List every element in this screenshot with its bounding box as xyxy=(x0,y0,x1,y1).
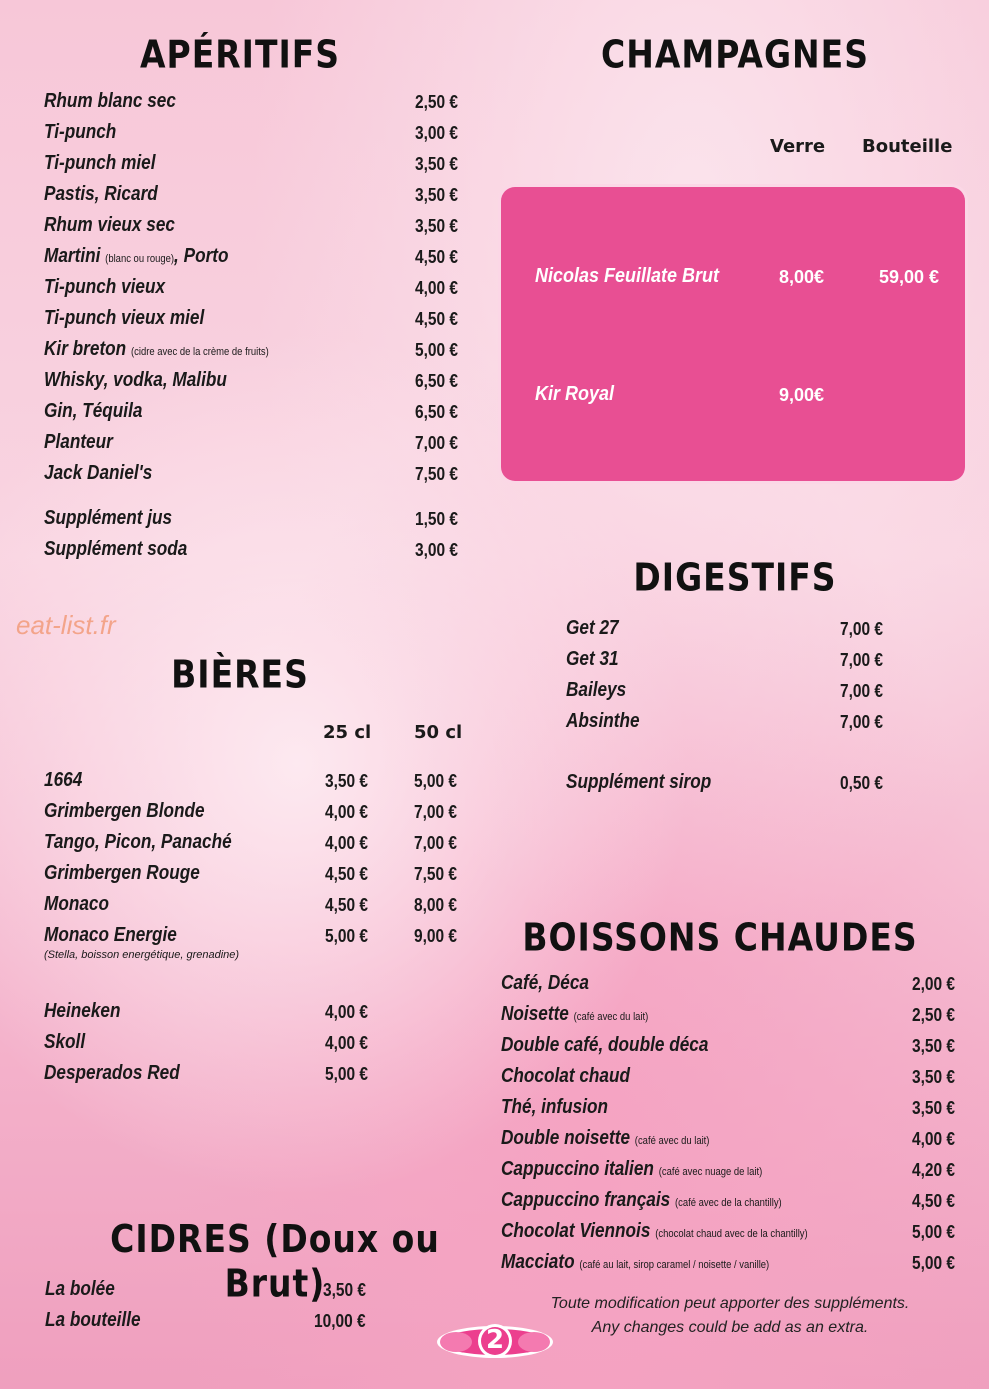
item-note: (blanc ou rouge) xyxy=(105,253,175,265)
item-note: (chocolat chaud avec de la chantilly) xyxy=(655,1228,808,1240)
item-name xyxy=(501,1251,769,1274)
item-price: 5,00 € xyxy=(415,340,459,360)
item-price: 4,00 € xyxy=(415,278,459,298)
item-label: Noisette xyxy=(501,1003,569,1025)
item-label: Supplément soda xyxy=(44,538,188,560)
item-name xyxy=(44,214,175,237)
item-label: Baileys xyxy=(566,679,627,701)
item-label: Heineken xyxy=(44,1000,121,1022)
champagne-box xyxy=(501,187,965,481)
champagne-col-bottle: Bouteille xyxy=(862,136,953,157)
item-name xyxy=(44,90,176,113)
aperitif-row xyxy=(0,507,989,537)
aperitif-row xyxy=(0,538,989,568)
item-label: Cappuccino italien xyxy=(501,1158,654,1180)
item-price: 6,50 € xyxy=(415,371,459,391)
item-price: 3,00 € xyxy=(415,540,459,560)
item-price: 3,50 € xyxy=(415,154,459,174)
price-50cl: 7,00 € xyxy=(414,802,458,822)
item-name xyxy=(44,121,116,144)
price-50cl: 7,50 € xyxy=(414,864,458,884)
digestif-row xyxy=(0,710,989,740)
item-price: 10,00 € xyxy=(314,1311,366,1331)
item-label: Chocolat Viennois xyxy=(501,1220,651,1242)
item-name xyxy=(44,276,165,299)
boisson-chaude-row xyxy=(0,1127,989,1157)
boisson-chaude-row xyxy=(0,1158,989,1188)
item-name xyxy=(44,924,177,947)
item-price: 5,00 € xyxy=(912,1222,956,1242)
item-name xyxy=(44,831,232,854)
item-label: Café, Déca xyxy=(501,972,589,994)
item-label: La bouteille xyxy=(45,1309,141,1331)
bieres-col-large: 50 cl xyxy=(414,722,463,743)
item-label: Macciato xyxy=(501,1251,575,1273)
item-label: Get 31 xyxy=(566,648,619,670)
price-50cl: 5,00 € xyxy=(414,771,458,791)
champagne-glass-price: 9,00€ xyxy=(779,385,825,405)
item-price: 7,00 € xyxy=(840,712,884,732)
item-name xyxy=(44,152,155,175)
item-name xyxy=(44,338,269,361)
item-name xyxy=(44,183,158,206)
item-label: Cappuccino français xyxy=(501,1189,671,1211)
item-label: Get 27 xyxy=(566,617,619,639)
item-price: 3,50 € xyxy=(323,1280,367,1300)
digestifs-title: DIGESTIFS xyxy=(633,555,837,600)
item-name xyxy=(44,431,113,454)
price-25cl: 4,00 € xyxy=(325,1033,369,1053)
page-number-badge xyxy=(434,1318,556,1364)
item-name xyxy=(501,1189,782,1212)
item-name xyxy=(566,617,619,640)
price-25cl: 4,50 € xyxy=(325,895,369,915)
boisson-chaude-row xyxy=(0,1189,989,1219)
item-price: 2,50 € xyxy=(912,1005,956,1025)
champagne-bottle-price: 59,00 € xyxy=(879,267,940,287)
item-price: 3,50 € xyxy=(912,1067,956,1087)
price-25cl: 5,00 € xyxy=(325,1064,369,1084)
item-label-extra: , Porto xyxy=(174,245,229,267)
price-25cl: 4,00 € xyxy=(325,833,369,853)
champagne-name: Kir Royal xyxy=(535,383,615,405)
item-name xyxy=(44,462,152,485)
item-name xyxy=(44,245,229,268)
item-label: Chocolat chaud xyxy=(501,1065,631,1087)
item-name xyxy=(45,1309,141,1332)
price-25cl: 4,00 € xyxy=(325,802,369,822)
boisson-chaude-row xyxy=(0,972,989,1002)
aperitifs-title: APÉRITIFS xyxy=(140,32,341,77)
item-label: Rhum blanc sec xyxy=(44,90,176,112)
item-label: Whisky, vodka, Malibu xyxy=(44,369,227,391)
item-name xyxy=(44,369,227,392)
item-name xyxy=(501,1096,608,1119)
item-label: Double noisette xyxy=(501,1127,631,1149)
item-name xyxy=(44,400,142,423)
boissons-chaudes-title: BOISSONS CHAUDES xyxy=(522,915,918,960)
item-label: Ti-punch vieux miel xyxy=(44,307,205,329)
cidres-title: CIDRES (Doux ou Brut) xyxy=(110,1216,440,1306)
item-label: Monaco Energie xyxy=(44,924,177,946)
digestif-row xyxy=(0,648,989,678)
item-price: 4,50 € xyxy=(912,1191,956,1211)
item-label: Ti-punch miel xyxy=(44,152,156,174)
item-name xyxy=(44,769,82,792)
item-name xyxy=(501,1220,808,1243)
item-price: 4,20 € xyxy=(912,1160,956,1180)
boisson-chaude-row xyxy=(0,1003,989,1033)
champagne-col-glass: Verre xyxy=(770,136,826,157)
item-name xyxy=(566,679,626,702)
biere-row xyxy=(0,800,989,830)
item-price: 3,50 € xyxy=(415,216,459,236)
item-label: Supplément sirop xyxy=(566,771,712,793)
item-label: Double café, double déca xyxy=(501,1034,709,1056)
champagnes-title: CHAMPAGNES xyxy=(601,32,869,77)
champagne-glass-price: 8,00€ xyxy=(779,267,825,287)
item-price: 7,00 € xyxy=(840,619,884,639)
watermark: eat-list.fr xyxy=(16,610,116,640)
item-label: Absinthe xyxy=(566,710,640,732)
item-price: 3,50 € xyxy=(415,185,459,205)
bieres-col-small: 25 cl xyxy=(323,722,372,743)
biere-row xyxy=(0,831,989,861)
price-50cl: 9,00 € xyxy=(414,926,458,946)
item-name xyxy=(566,648,619,671)
boisson-chaude-row xyxy=(0,1034,989,1064)
item-price: 1,50 € xyxy=(415,509,459,529)
item-name xyxy=(566,710,640,733)
item-price: 2,00 € xyxy=(912,974,956,994)
price-25cl: 5,00 € xyxy=(325,926,369,946)
item-price: 5,00 € xyxy=(912,1253,956,1273)
item-price: 7,50 € xyxy=(415,464,459,484)
item-label: Rhum vieux sec xyxy=(44,214,175,236)
price-50cl: 8,00 € xyxy=(414,895,458,915)
item-price: 3,50 € xyxy=(912,1036,956,1056)
item-price: 3,50 € xyxy=(912,1098,956,1118)
item-label: Tango, Picon, Panaché xyxy=(44,831,232,853)
item-price: 7,00 € xyxy=(840,650,884,670)
biere-row xyxy=(0,862,989,892)
item-name xyxy=(501,972,589,995)
item-subnote: (Stella, boisson energétique, grenadine) xyxy=(44,949,240,961)
item-label: Supplément jus xyxy=(44,507,173,529)
item-label: Skoll xyxy=(44,1031,86,1053)
item-note: (cidre avec de la crème de fruits) xyxy=(130,346,269,358)
item-price: 0,50 € xyxy=(840,773,884,793)
item-note: (café avec nuage de lait) xyxy=(658,1166,763,1178)
item-note: (café avec du lait) xyxy=(573,1011,649,1023)
item-note: (café avec de la chantilly) xyxy=(674,1197,782,1209)
item-name xyxy=(501,1034,708,1057)
item-note: (café avec du lait) xyxy=(634,1135,710,1147)
item-price: 7,00 € xyxy=(840,681,884,701)
item-label: Pastis, Ricard xyxy=(44,183,158,205)
digestif-row xyxy=(0,679,989,709)
biere-row xyxy=(0,769,989,799)
item-name xyxy=(501,1065,630,1088)
item-price: 4,50 € xyxy=(415,247,459,267)
price-25cl: 4,00 € xyxy=(325,1002,369,1022)
item-name xyxy=(45,1278,115,1301)
item-label: 1664 xyxy=(44,769,83,791)
footer-note-fr: Toute modification peut apporter des suppléments. xyxy=(550,1295,910,1312)
item-name xyxy=(44,893,109,916)
item-label: Desperados Red xyxy=(44,1062,180,1084)
bieres-title: BIÈRES xyxy=(171,652,309,697)
item-price: 2,50 € xyxy=(415,92,459,112)
item-name xyxy=(501,1003,648,1026)
item-price: 6,50 € xyxy=(415,402,459,422)
item-label: Planteur xyxy=(44,431,113,453)
price-25cl: 3,50 € xyxy=(325,771,369,791)
boisson-chaude-row xyxy=(0,1065,989,1095)
item-label: Gin, Téquila xyxy=(44,400,143,422)
champagne-name: Nicolas Feuillate Brut xyxy=(535,265,720,287)
item-name xyxy=(501,1127,709,1150)
item-label: Martini xyxy=(44,245,101,267)
item-name xyxy=(44,307,204,330)
price-25cl: 4,50 € xyxy=(325,864,369,884)
item-price: 4,00 € xyxy=(912,1129,956,1149)
aperitif-row xyxy=(0,121,989,151)
item-label: Ti-punch xyxy=(44,121,117,143)
item-name xyxy=(44,862,200,885)
digestif-row xyxy=(0,617,989,647)
item-price: 7,00 € xyxy=(415,433,459,453)
item-name xyxy=(44,800,205,823)
item-label: Monaco xyxy=(44,893,109,915)
item-label: Grimbergen Blonde xyxy=(44,800,205,822)
page-number: 2 xyxy=(485,1325,505,1355)
item-label: Grimbergen Rouge xyxy=(44,862,200,884)
item-label: Thé, infusion xyxy=(501,1096,609,1118)
item-price: 4,50 € xyxy=(415,309,459,329)
footer-note-en: Any changes could be add as an extra. xyxy=(591,1319,869,1336)
item-label: Ti-punch vieux xyxy=(44,276,166,298)
price-50cl: 7,00 € xyxy=(414,833,458,853)
item-label: La bolée xyxy=(45,1278,115,1300)
item-label: Kir breton xyxy=(44,338,127,360)
item-name xyxy=(501,1158,762,1181)
item-label: Jack Daniel's xyxy=(44,462,153,484)
item-name xyxy=(44,538,187,561)
aperitif-row xyxy=(0,90,989,120)
item-price: 3,00 € xyxy=(415,123,459,143)
item-note: (café au lait, sirop caramel / noisette / vanille) xyxy=(579,1259,770,1271)
boisson-chaude-row xyxy=(0,1096,989,1126)
aperitif-row xyxy=(0,152,989,182)
item-name xyxy=(44,507,172,530)
